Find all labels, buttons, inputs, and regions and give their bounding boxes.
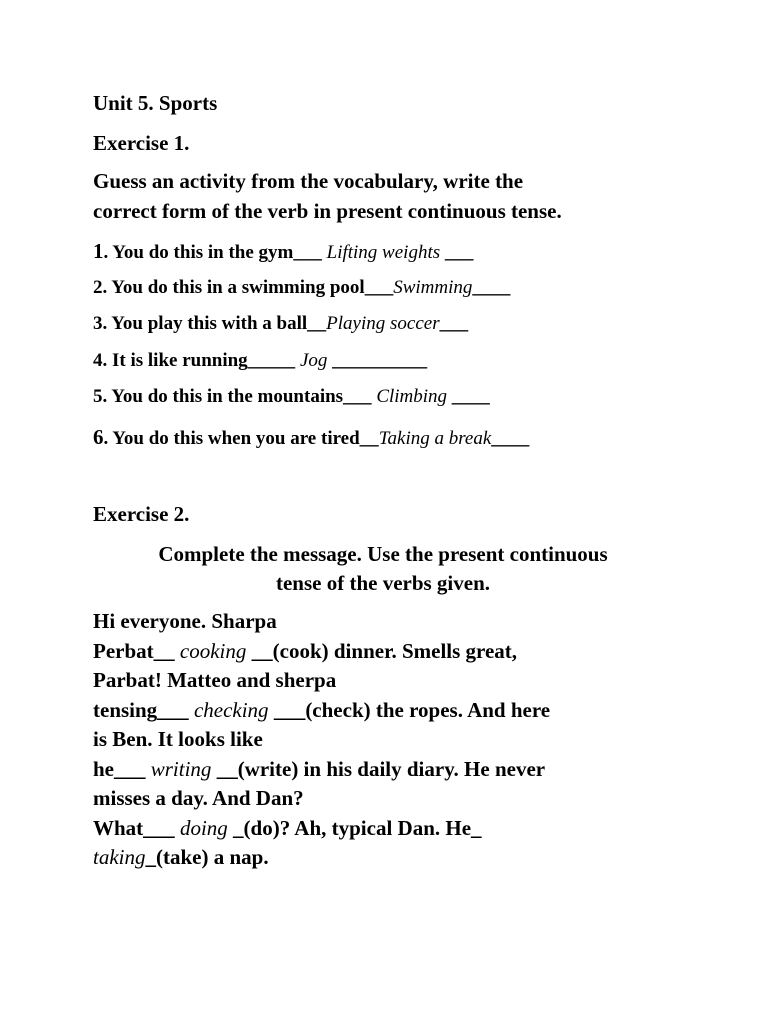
exercise1-item [93,277,510,299]
message-line [93,816,482,841]
exercise2-instruction-line1: Complete the message. Use the present continuous [158,542,608,566]
exercise2-instruction-line2: tense of the verbs given. [275,571,491,595]
item-tail: ____ [447,386,490,407]
message-answer: checking [193,698,269,722]
exercise1-item [93,350,427,372]
item-prompt: . You play this with a ball__ [102,313,327,334]
exercise1-heading: Exercise 1. [93,131,190,155]
message-text: ___(check) the ropes. And here [268,698,551,722]
message-line [93,786,304,811]
message-text: _(do)? Ah, typical Dan. He_ [227,816,482,840]
item-answer: Jog [299,350,328,371]
message-answer: doing [179,816,228,840]
message-answer: taking [93,845,146,869]
item-number: 5 [93,386,103,407]
exercise1-item [93,425,529,450]
item-prompt: . You do this in a swimming pool___ [102,277,394,298]
item-number: 4 [93,350,103,371]
message-answer: cooking [179,639,247,663]
message-text: Hi everyone. Sharpa [93,609,277,633]
exercise1-instruction-line2: correct form of the verb in present continuous tense. [93,199,562,223]
message-text: Perbat__ [93,639,180,663]
item-tail: ___ [439,313,469,334]
exercise1-item [93,239,473,264]
message-line [93,727,263,752]
message-text: is Ben. It looks like [93,727,263,751]
item-tail: ____ [472,277,511,298]
item-number: 3 [93,313,103,334]
item-tail: __________ [327,350,428,371]
exercise2-heading: Exercise 2. [93,502,190,526]
item-answer: Taking a break [378,428,492,449]
message-text: he___ [93,757,151,781]
message-line [93,845,269,870]
item-number: 2 [93,277,103,298]
message-text: What___ [93,816,180,840]
exercise1-item [93,313,468,335]
message-line [93,609,277,634]
message-text: __(write) in his daily diary. He never [211,757,546,781]
message-line [93,698,550,723]
exercise1-instruction-line1: Guess an activity from the vocabulary, write the [93,169,524,193]
item-prompt: . You do this in the mountains___ [102,386,377,407]
message-line [93,668,336,693]
item-answer: Lifting weights [326,242,441,263]
message-text: __(cook) dinner. Smells great, [246,639,518,663]
message-text: Parbat! Matteo and sherpa [93,668,337,692]
message-text: tensing___ [93,698,194,722]
message-text: misses a day. And Dan? [93,786,304,810]
message-answer: writing [150,757,212,781]
exercise1-item [93,386,490,408]
item-prompt: . You do this in the gym___ [103,242,327,263]
item-tail: ___ [440,242,474,263]
message-text: _(take) a nap. [145,845,269,869]
message-line [93,639,517,664]
item-answer: Swimming [393,277,473,298]
item-answer: Climbing [376,386,448,407]
item-answer: Playing soccer [326,313,440,334]
item-prompt: . It is like running_____ [102,350,300,371]
unit-title: Unit 5. Sports [93,91,218,115]
item-prompt: . You do this when you are tired__ [103,428,379,449]
message-line [93,757,545,782]
item-number: 1 [93,239,104,263]
item-tail: ____ [491,428,530,449]
item-number: 6 [93,425,104,449]
exercise2-instruction [93,540,673,598]
